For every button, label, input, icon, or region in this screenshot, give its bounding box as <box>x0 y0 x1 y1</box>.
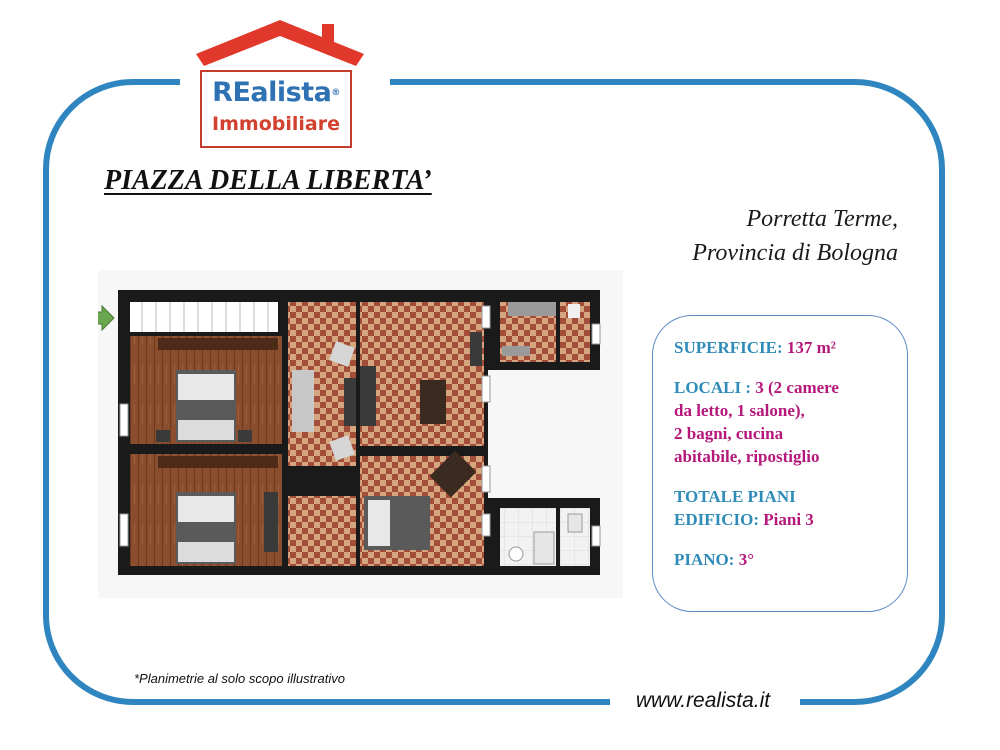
website-link[interactable]: www.realista.it <box>617 689 789 713</box>
detail-totale-piani: TOTALE PIANI EDIFICIO: Piani 3 <box>674 487 814 529</box>
floor-plan <box>98 270 623 598</box>
logo-subtitle: Immobiliare <box>212 113 340 135</box>
sofa-icon <box>292 370 314 432</box>
brand-logo <box>190 18 370 148</box>
stairs <box>130 302 278 332</box>
logo-box <box>200 70 352 148</box>
hallway <box>288 496 356 566</box>
detail-locali: LOCALI : 3 (2 camere da letto, 1 salone), 2 bagni, cucina abitabile, ripostiglio <box>674 378 839 466</box>
listing-location <box>692 202 898 270</box>
disclaimer-note: *Planimetrie al solo scopo illustrativo <box>134 671 345 686</box>
detail-superficie: SUPERFICIE: 137 m² <box>674 338 836 357</box>
listing-title: PIAZZA DELLA LIBERTA’ <box>104 165 432 196</box>
roof-icon <box>190 18 370 78</box>
logo-name: REalista® <box>212 77 340 108</box>
location-province: Provincia di Bologna <box>692 240 898 266</box>
detail-piano: PIANO: 3° <box>674 550 755 569</box>
dining-room <box>360 302 484 446</box>
location-city: Porretta Terme, <box>746 206 898 232</box>
table-icon <box>420 380 446 424</box>
details-box <box>652 315 908 612</box>
